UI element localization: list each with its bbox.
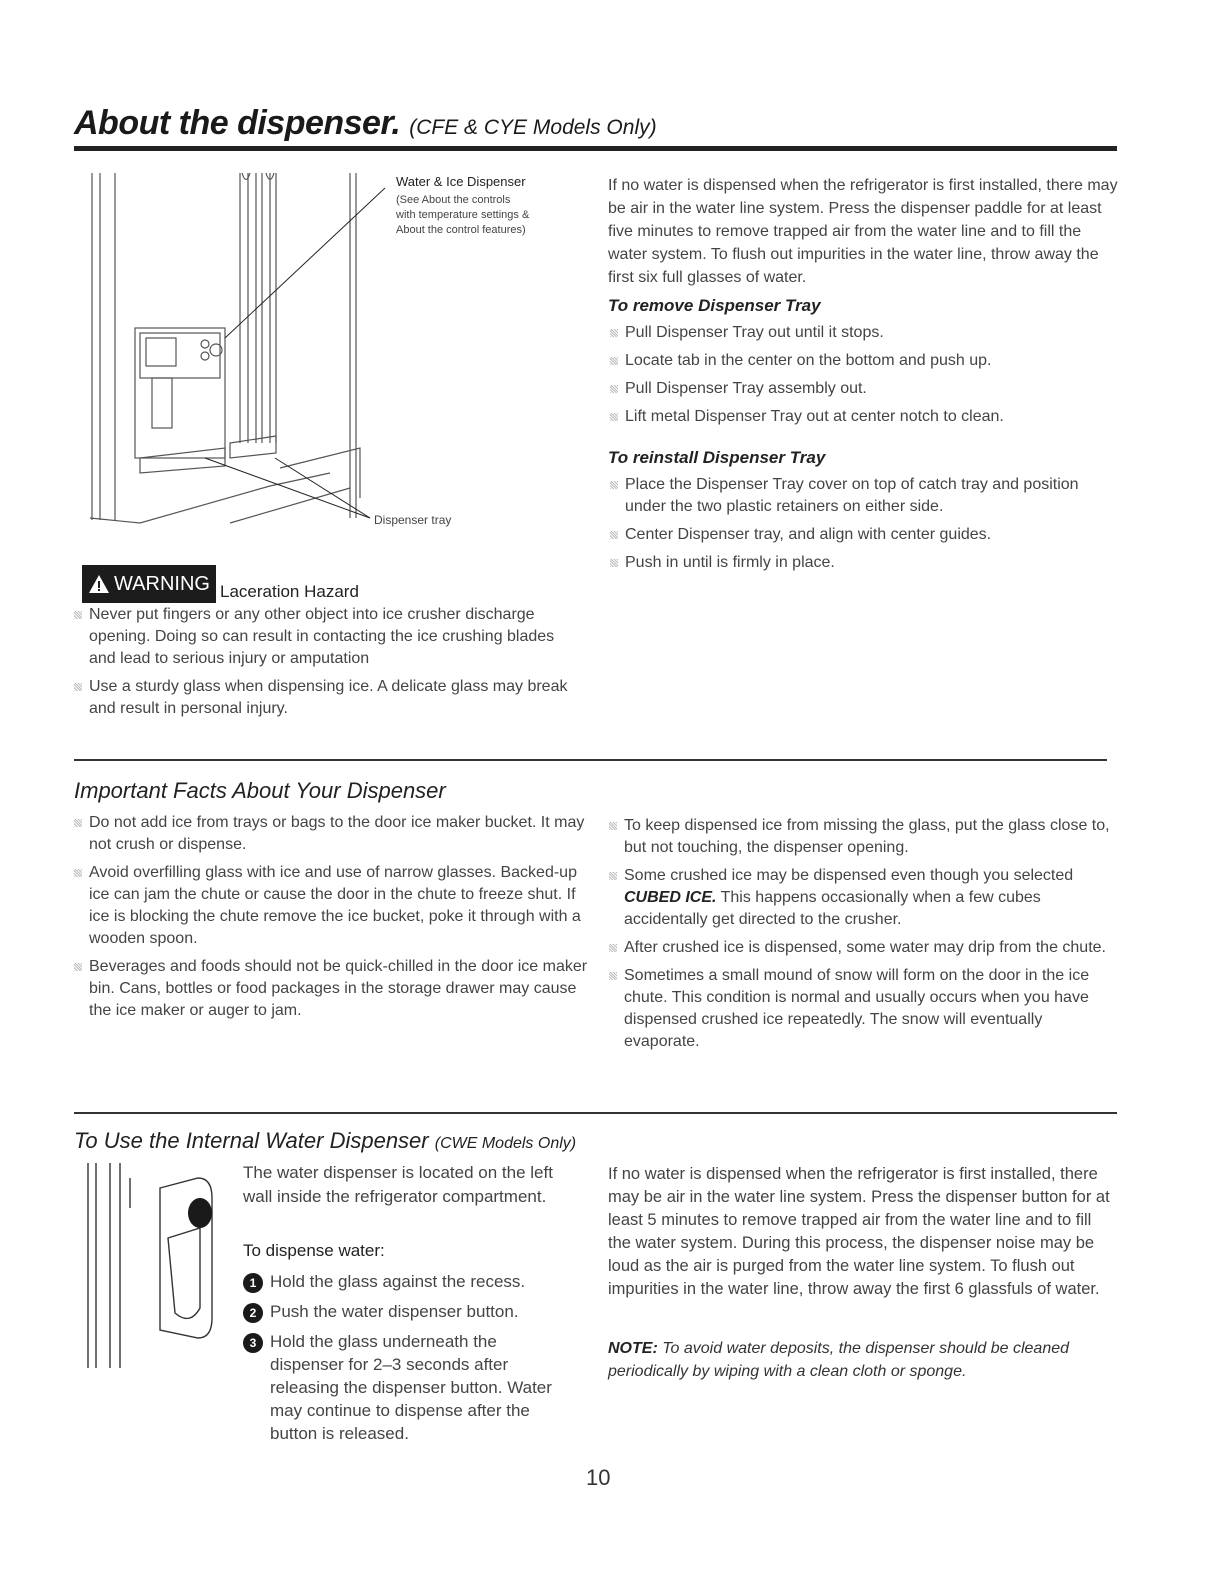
internal-dispenser-diagram [80, 1158, 220, 1378]
callout-title: Water & Ice Dispenser [396, 174, 526, 189]
step-number-icon: 1 [243, 1273, 263, 1293]
list-item: Place the Dispenser Tray cover on top of catch tray and position under the two plastic retainers on either side. [608, 474, 1088, 518]
list-item: Sometimes a small mound of snow will form on the door in the ice chute. This condition is normal and usually occurs when you have dispensed crushed ice repeatedly. The snow will eventually evaporate. [607, 965, 1119, 1053]
warning-list [72, 604, 572, 726]
list-item: Locate tab in the center on the bottom and push up. [608, 350, 1118, 372]
list-item: Pull Dispenser Tray out until it stops. [608, 322, 1118, 344]
internal-dispenser-subheading: (CWE Models Only) [434, 1135, 577, 1152]
reinstall-tray-heading: To reinstall Dispenser Tray [608, 448, 826, 467]
note: NOTE: To avoid water deposits, the dispenser should be cleaned periodically by wiping with a clean cloth or sponge. [608, 1340, 1070, 1380]
internal-dispenser-heading: To Use the Internal Water Dispenser (CWE Models Only) [74, 1128, 577, 1153]
section-divider [74, 759, 1107, 761]
warning-item: Never put fingers or any other object into ice crusher discharge opening. Doing so can result in contacting the ice crushing blades and lead to serious injury or amputation [72, 604, 572, 670]
list-item: Lift metal Dispenser Tray out at center notch to clean. [608, 406, 1118, 428]
remove-tray-list [608, 322, 1118, 428]
intro-text: If no water is dispensed when the refrigerator is first installed, there may be air in the water line system. Press the dispenser paddle for at least five minutes to remove trapped air from the water line and to fill the water system. To flush out impurities in the water line, throw away the first six full glasses of water. [608, 177, 1118, 286]
steps-list [243, 1270, 573, 1452]
list-item: Pull Dispenser Tray assembly out. [608, 378, 1118, 400]
list-item: Do not add ice from trays or bags to the door ice maker bucket. It may not crush or dispense. [72, 812, 592, 856]
list-item: Some crushed ice may be dispensed even though you selected CUBED ICE. This happens occasionally when a few cubes accidentally get directed to the crusher. [607, 865, 1119, 931]
step-number-icon: 2 [243, 1303, 263, 1323]
tray-label: Dispenser tray [374, 513, 452, 527]
warning-badge [82, 565, 216, 603]
reinstall-tray-section [608, 448, 1088, 580]
callout-description: (See About the controls with temperature settings & About the control features) [396, 194, 530, 236]
important-facts-right-list [607, 815, 1119, 1059]
step-2: 2 Push the water dispenser button. [243, 1300, 573, 1323]
remove-tray-heading: To remove Dispenser Tray [608, 296, 821, 315]
internal-dispenser-intro: The water dispenser is located on the left wall inside the refrigerator compartment. [243, 1163, 553, 1206]
important-facts-left-list [72, 812, 592, 1028]
remove-tray-section [608, 296, 1118, 434]
internal-dispenser-text: If no water is dispensed when the refrigerator is first installed, there may be air in the water line system. Press the dispenser button for at least 5 minutes to remove trapped air from the water line and to fill the water system. During this process, the dispenser noise may be loud as the air is purged from the water line system. To flush out impurities in the water line, throw away the first 6 glassfuls of water. [608, 1165, 1110, 1298]
list-item: Push in until is firmly in place. [608, 552, 1088, 574]
note-label: NOTE: [608, 1340, 658, 1357]
important-facts-heading: Important Facts About Your Dispenser [74, 778, 446, 803]
reinstall-tray-list [608, 474, 1088, 574]
step-3: 3 Hold the glass underneath the dispenser for 2–3 seconds after releasing the dispenser button. Water may continue to dispense after the button is released. [243, 1330, 573, 1445]
warning-item: Use a sturdy glass when dispensing ice. A delicate glass may break and result in personal injury. [72, 676, 572, 720]
section-divider [74, 1112, 1117, 1114]
list-item: Beverages and foods should not be quick-chilled in the door ice maker bin. Cans, bottles or food packages in the storage drawer may cause the ice maker or auger to jam. [72, 956, 592, 1022]
title-rule [74, 146, 1117, 151]
list-item: Center Dispenser tray, and align with center guides. [608, 524, 1088, 546]
list-item: Avoid overfilling glass with ice and use of narrow glasses. Backed-up ice can jam the chute or cause the door in the chute to freeze shut. If ice is blocking the chute remove the ice bucket, poke it through with a wooden spoon. [72, 862, 592, 950]
step-number-icon: 3 [243, 1333, 263, 1353]
page-title: About the dispenser. (CFE & CYE Models Only) [74, 104, 657, 142]
list-item: After crushed ice is dispensed, some water may drip from the chute. [607, 937, 1119, 959]
page-subtitle: (CFE & CYE Models Only) [409, 116, 657, 139]
warning-label: WARNING [114, 572, 210, 595]
steps-heading: To dispense water: [243, 1241, 385, 1260]
page-number: 10 [586, 1465, 611, 1490]
warning-icon [88, 574, 110, 594]
warning-title: Laceration Hazard [220, 582, 359, 601]
step-1: 1 Hold the glass against the recess. [243, 1270, 573, 1293]
list-item: To keep dispensed ice from missing the glass, put the glass close to, but not touching, the dispenser opening. [607, 815, 1119, 859]
